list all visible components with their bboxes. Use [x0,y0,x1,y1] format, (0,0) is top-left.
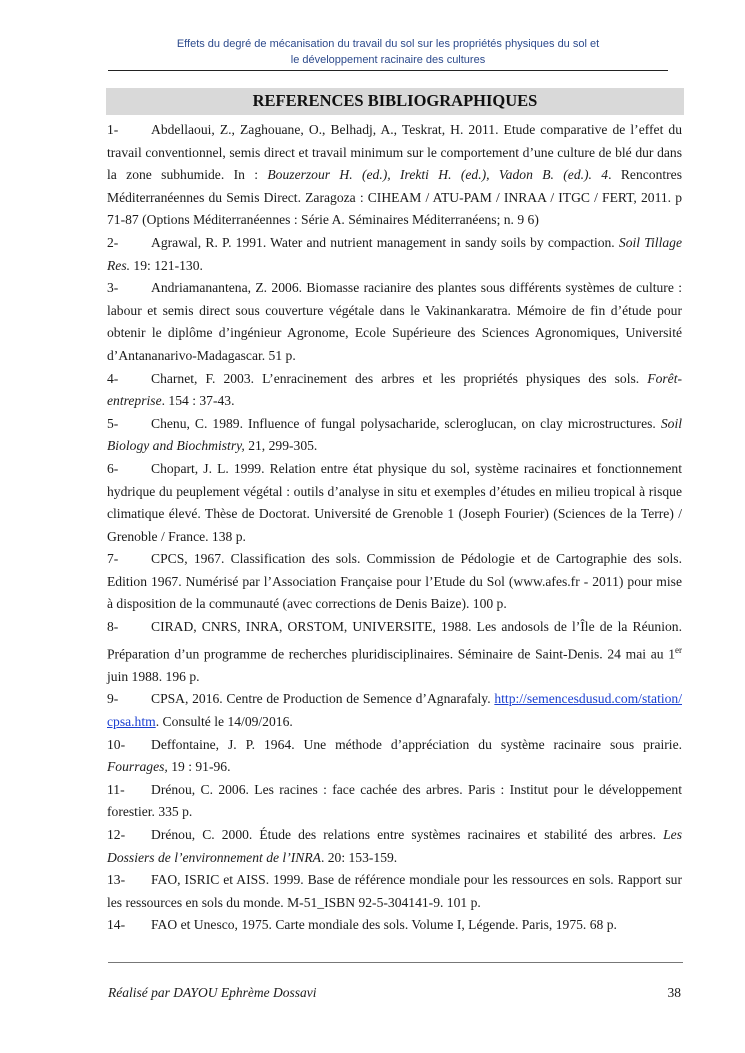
reference-number: 5- [107,415,119,431]
reference-text: Chopart, J. L. 1999. Relation entre état physique du sol, système racinaires et fonctionnement hydrique du peuplement végétal : outils d’analyse in situ et exemples d’études en milieu tropical à risque climatique élevé. Thèse de Doctorat. Université de Grenoble 1 (Joseph Fourier) (Sciences de la Terre) / Grenoble / France. 138 p. [107,460,682,544]
reference-text: Charnet, F. 2003. L’enracinement des arbres et les propriétés physiques des sols. [151,370,648,386]
ordinal-superscript: er [675,644,682,655]
reference-text: Agrawal, R. P. 1991. Water and nutrient management in sandy soils by compaction. [151,234,619,250]
reference-text: 19: 121-130. [130,257,203,273]
reference-number: 13- [107,872,126,888]
reference-list [107,119,682,937]
reference-item [107,368,682,413]
reference-item [107,869,682,914]
reference-italic-text: Bouzerzour H. (ed.), Irekti H. (ed.), Vadon B. (ed.). 4 [267,167,609,183]
running-header-line-2: le développement racinaire des cultures [290,54,486,66]
reference-item [107,616,682,688]
reference-text: CPCS, 1967. Classification des sols. Commission de Pédologie et de Cartographie des sols. Edition 1967. Numérisé par l’Association Française pour l’Etude du Sol (www.afes.fr - 2011) pour mise à disposition de la communauté (avec corrections de Denis Baize). 100 p. [107,551,682,612]
reference-item [107,277,682,367]
section-title: REFERENCES BIBLIOGRAPHIQUES [106,88,684,115]
reference-text: Drénou, C. 2006. Les racines : face cachée des arbres. Paris : Institut pour le développement forestier. 335 p. [107,781,682,820]
reference-number: 2- [107,234,119,250]
reference-text: CIRAD, CNRS, INRA, ORSTOM, UNIVERSITE, 1988. Les andosols de l’Île de la Réunion. Préparation d’un programme de recherches pluridisciplinaires. Séminaire de Saint-Denis. 24 mai au 1 [107,619,682,662]
reference-text: . Rencontres Méditerranéennes du Semis Direct. Zaragoza : CIHEAM / ATU-PAM / INRAA / ITGC / FERT, 2011. p 71-87 (Options Méditerranéennes : Série A. Séminaires Méditerranéens; n. 9 6) [107,167,682,228]
reference-item [107,413,682,458]
reference-item [107,779,682,824]
reference-text: Chenu, C. 1989. Influence of fungal polysacharide, scleroglucan, on clay microstructures. [151,415,661,431]
reference-text: FAO et Unesco, 1975. Carte mondiale des sols. Volume I, Légende. Paris, 1975. 68 p. [151,917,617,933]
reference-number: 14- [107,917,126,933]
reference-text: Deffontaine, J. P. 1964. Une méthode d’appréciation du système racinaire sous prairie. [151,736,682,752]
reference-text: Abdellaoui, Z., Zaghouane, O., Belhadj, A., Teskrat, H. 2011. Etude comparative de l’effet du travail conventionnel, semis direct et travail minimum sur le comportement d’une culture de blé dur dans la zone subhumide. In : [107,122,682,183]
reference-number: 10- [107,736,126,752]
reference-number: 12- [107,826,126,842]
running-header-line-1: Effets du degré de mécanisation du travail du sol sur les propriétés physiques du sol et [176,38,600,50]
reference-number: 1- [107,122,119,137]
reference-text: juin 1988. 196 p. [107,668,200,684]
reference-item [107,548,682,616]
reference-italic-text: Les Dossiers de l’environnement de l’INRA [107,826,682,865]
reference-item [107,119,682,232]
reference-item [107,824,682,869]
reference-text: . 154 : 37-43. [161,393,235,409]
reference-text: 21, 299-305. [244,438,318,454]
footer-author: Réalisé par DAYOU Ephrème Dossavi [108,985,317,1000]
footer-divider [108,962,683,963]
reference-item [107,458,682,548]
header-divider [108,70,668,71]
reference-number: 9- [107,691,119,707]
reference-number: 8- [107,619,119,635]
reference-number: 6- [107,460,119,476]
reference-italic-text: Soil Tillage Res. [107,234,682,273]
reference-item [107,734,682,779]
reference-text: . Consulté le 14/09/2016. [155,713,293,729]
reference-number: 3- [107,280,119,296]
reference-text: 19 : 91-96. [167,759,231,775]
reference-text: Andriamanantena, Z. 2006. Biomasse racianire des plantes sous différents systèmes de culture : labour et semis direct sous couverture végétale dans le Vakinankaratra. Mémoire de fin d’étude pour obtenir le diplôme d’ingénieur Agronome, Ecole Supérieure des Sciences Agronomiques, Université d’Antananarivo-Madagascar. 51 p. [107,280,682,363]
reference-number: 4- [107,370,119,386]
reference-item [107,688,682,733]
reference-text: CPSA, 2016. Centre de Production de Semence d’Agnarafaly. [151,691,495,707]
running-header [108,36,668,68]
reference-italic-text: Forêt-entreprise [107,370,682,409]
reference-item [107,232,682,277]
reference-item [107,914,682,937]
reference-number: 7- [107,551,119,567]
reference-italic-text: Fourrages, [107,759,168,775]
reference-text: Drénou, C. 2000. Étude des relations entre systèmes racinaires et stabilité des arbres. [151,826,664,842]
reference-link[interactable]: http://semencesdusud.com/station/cpsa.htm [107,691,682,729]
page-number: 38 [667,985,681,1000]
reference-text: . 20: 153-159. [320,849,398,865]
reference-italic-text: Soil Biology and Biochmistry, [107,415,682,454]
reference-number: 11- [107,781,125,797]
reference-text: FAO, ISRIC et AISS. 1999. Base de référence mondiale pour les ressources en sols. Rapport sur les ressources en sols du monde. M-51_ISBN 92-5-304141-9. 101 p. [107,872,682,910]
